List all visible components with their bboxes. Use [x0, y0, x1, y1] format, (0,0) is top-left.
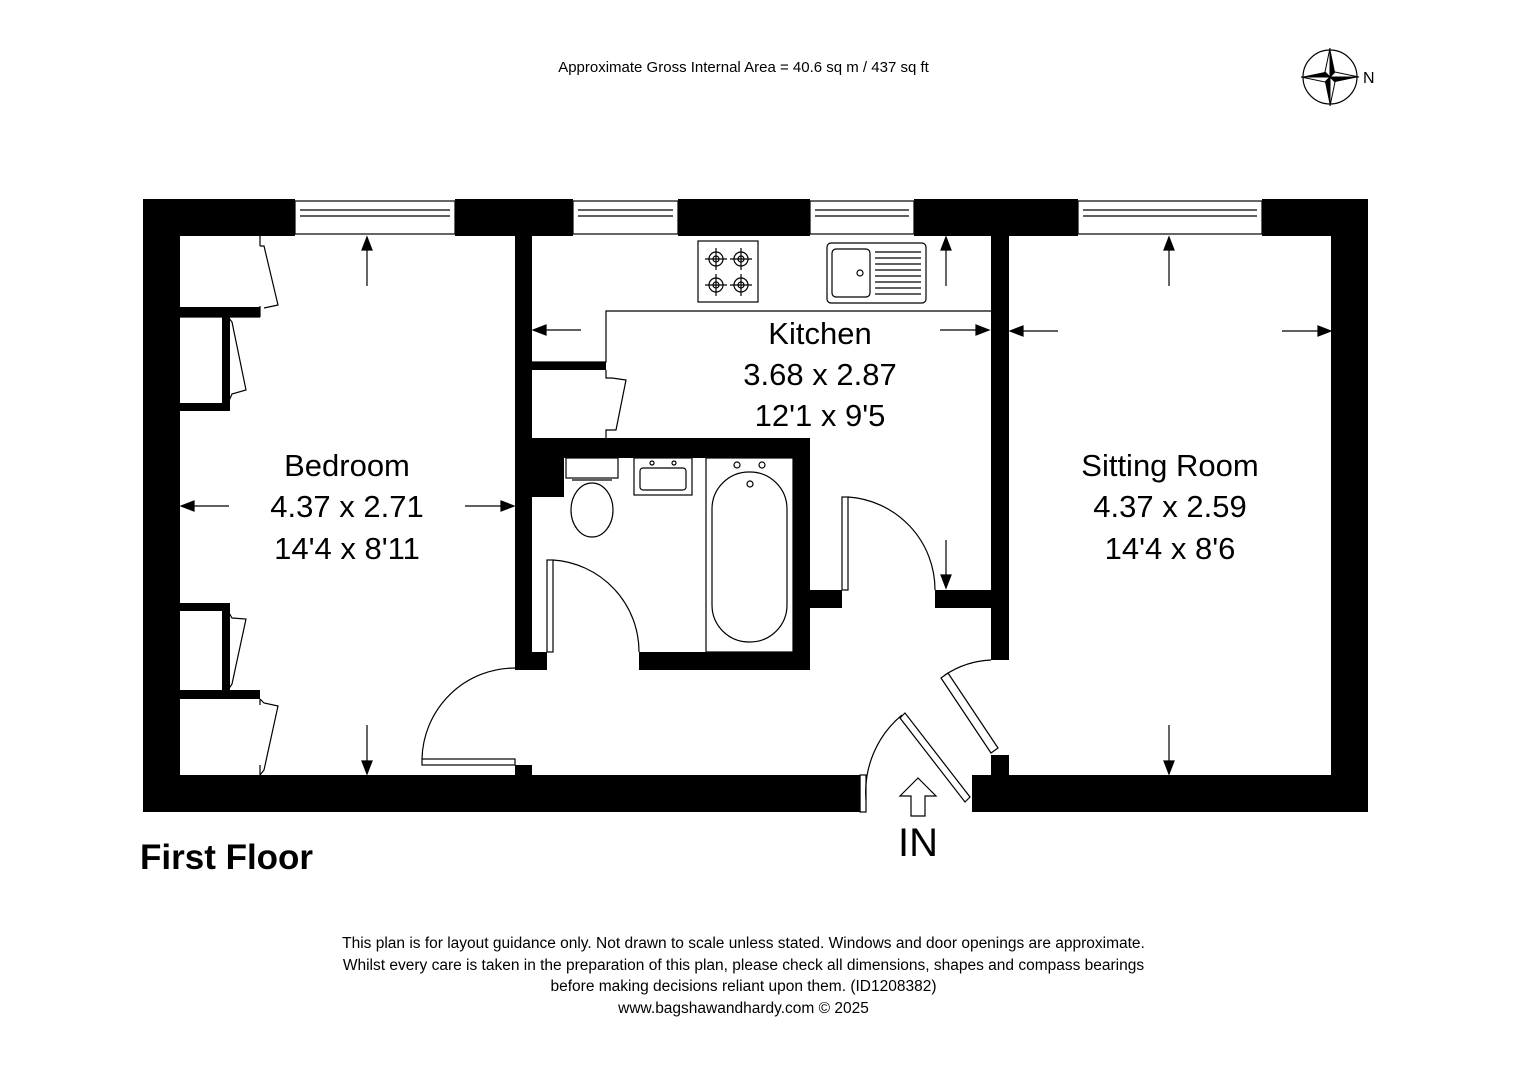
compass-north-label: N — [1363, 70, 1375, 87]
website-copyright: www.bagshawandhardy.com © 2025 — [618, 999, 869, 1017]
sink-icon — [827, 243, 926, 303]
bath-icon — [706, 458, 793, 652]
entrance-label: IN — [898, 821, 938, 865]
hob-icon — [698, 241, 758, 302]
sitting-room-metric: 4.37 x 2.59 — [1093, 489, 1247, 524]
kitchen-metric: 3.68 x 2.87 — [743, 357, 897, 392]
kitchen-imperial: 12'1 x 9'5 — [754, 398, 886, 433]
compass-icon — [1301, 48, 1375, 106]
entrance-arrow-icon — [900, 778, 936, 816]
floor-label: First Floor — [140, 838, 314, 877]
disclaimer-line: Whilst every care is taken in the preparation of this plan, please check all dimensions, shapes and compass bearings — [342, 956, 1145, 974]
sitting-room-imperial: 14'4 x 8'6 — [1104, 531, 1236, 566]
bedroom-imperial: 14'4 x 8'11 — [274, 531, 420, 566]
sitting-room-name: Sitting Room — [1081, 448, 1259, 483]
gross-area-text: Approximate Gross Internal Area = 40.6 sq m / 437 sq ft — [558, 59, 929, 76]
disclaimer — [0, 933, 1487, 1019]
bedroom-metric: 4.37 x 2.71 — [270, 489, 424, 524]
sitting-room-label — [1081, 448, 1258, 566]
basin-icon — [634, 458, 692, 495]
kitchen-name: Kitchen — [768, 316, 872, 351]
disclaimer-line: This plan is for layout guidance only. Not drawn to scale unless stated. Windows and door openings are approximate. — [342, 935, 1145, 952]
disclaimer-line: before making decisions reliant upon them. (ID1208382) — [550, 978, 937, 995]
bedroom-label — [270, 448, 423, 566]
bedroom-name: Bedroom — [284, 448, 410, 483]
kitchen-label — [743, 316, 896, 433]
toilet-icon — [566, 458, 618, 537]
